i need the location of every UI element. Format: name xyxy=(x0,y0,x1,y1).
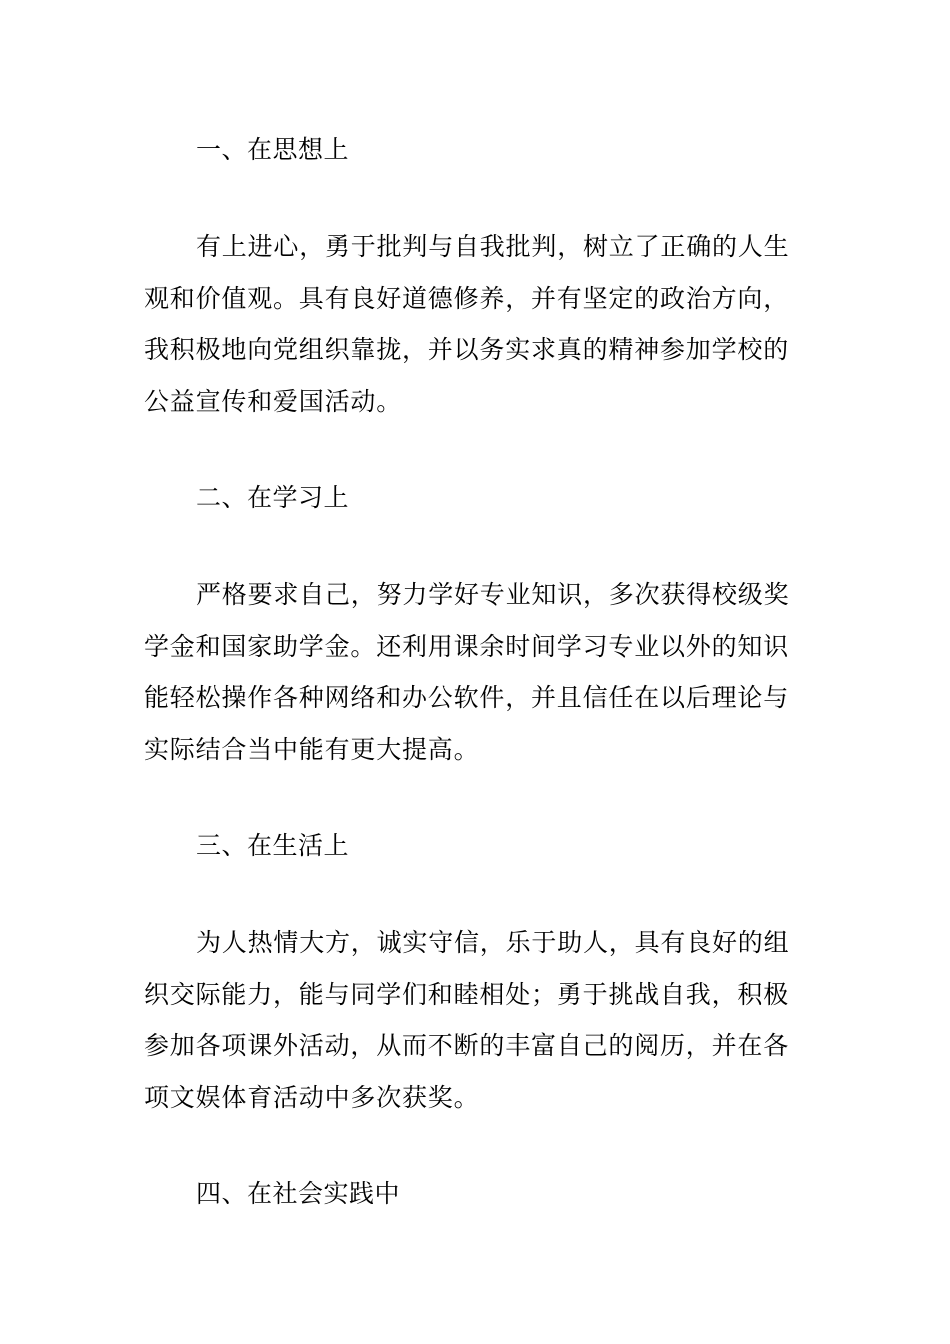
section-heading-practice: 四、在社会实践中 xyxy=(196,1179,401,1208)
paragraph-line: 我积极地向党组织靠拢，并以务实求真的精神参加学校的 xyxy=(144,335,790,364)
section-heading-thought: 一、在思想上 xyxy=(196,135,350,164)
paragraph-line: 公益宣传和爱国活动。 xyxy=(144,386,403,416)
paragraph-line: 项文娱体育活动中多次获奖。 xyxy=(144,1082,480,1112)
section-paragraph-thought xyxy=(144,232,808,438)
paragraph-line: 严格要求自己，努力学好专业知识，多次获得校级奖 xyxy=(196,580,790,609)
paragraph-line: 学金和国家助学金。还利用课余时间学习专业以外的知识 xyxy=(144,631,790,661)
paragraph-line: 实际结合当中能有更大提高。 xyxy=(144,734,480,764)
paragraph-line: 能轻松操作各种网络和办公软件，并且信任在以后理论与 xyxy=(144,683,790,712)
paragraph-line: 参加各项课外活动，从而不断的丰富自己的阅历，并在各 xyxy=(144,1031,790,1060)
section-heading-study: 二、在学习上 xyxy=(196,483,350,512)
paragraph-line: 观和价值观。具有良好道德修养，并有坚定的政治方向， xyxy=(144,283,790,313)
section-paragraph-study xyxy=(144,580,808,786)
section-paragraph-life xyxy=(144,928,808,1134)
paragraph-line: 为人热情大方，诚实守信，乐于助人，具有良好的组 xyxy=(196,928,790,957)
paragraph-line: 织交际能力，能与同学们和睦相处；勇于挑战自我，积极 xyxy=(144,979,790,1009)
paragraph-line: 有上进心，勇于批判与自我批判，树立了正确的人生 xyxy=(196,232,790,261)
section-heading-life: 三、在生活上 xyxy=(196,831,350,860)
